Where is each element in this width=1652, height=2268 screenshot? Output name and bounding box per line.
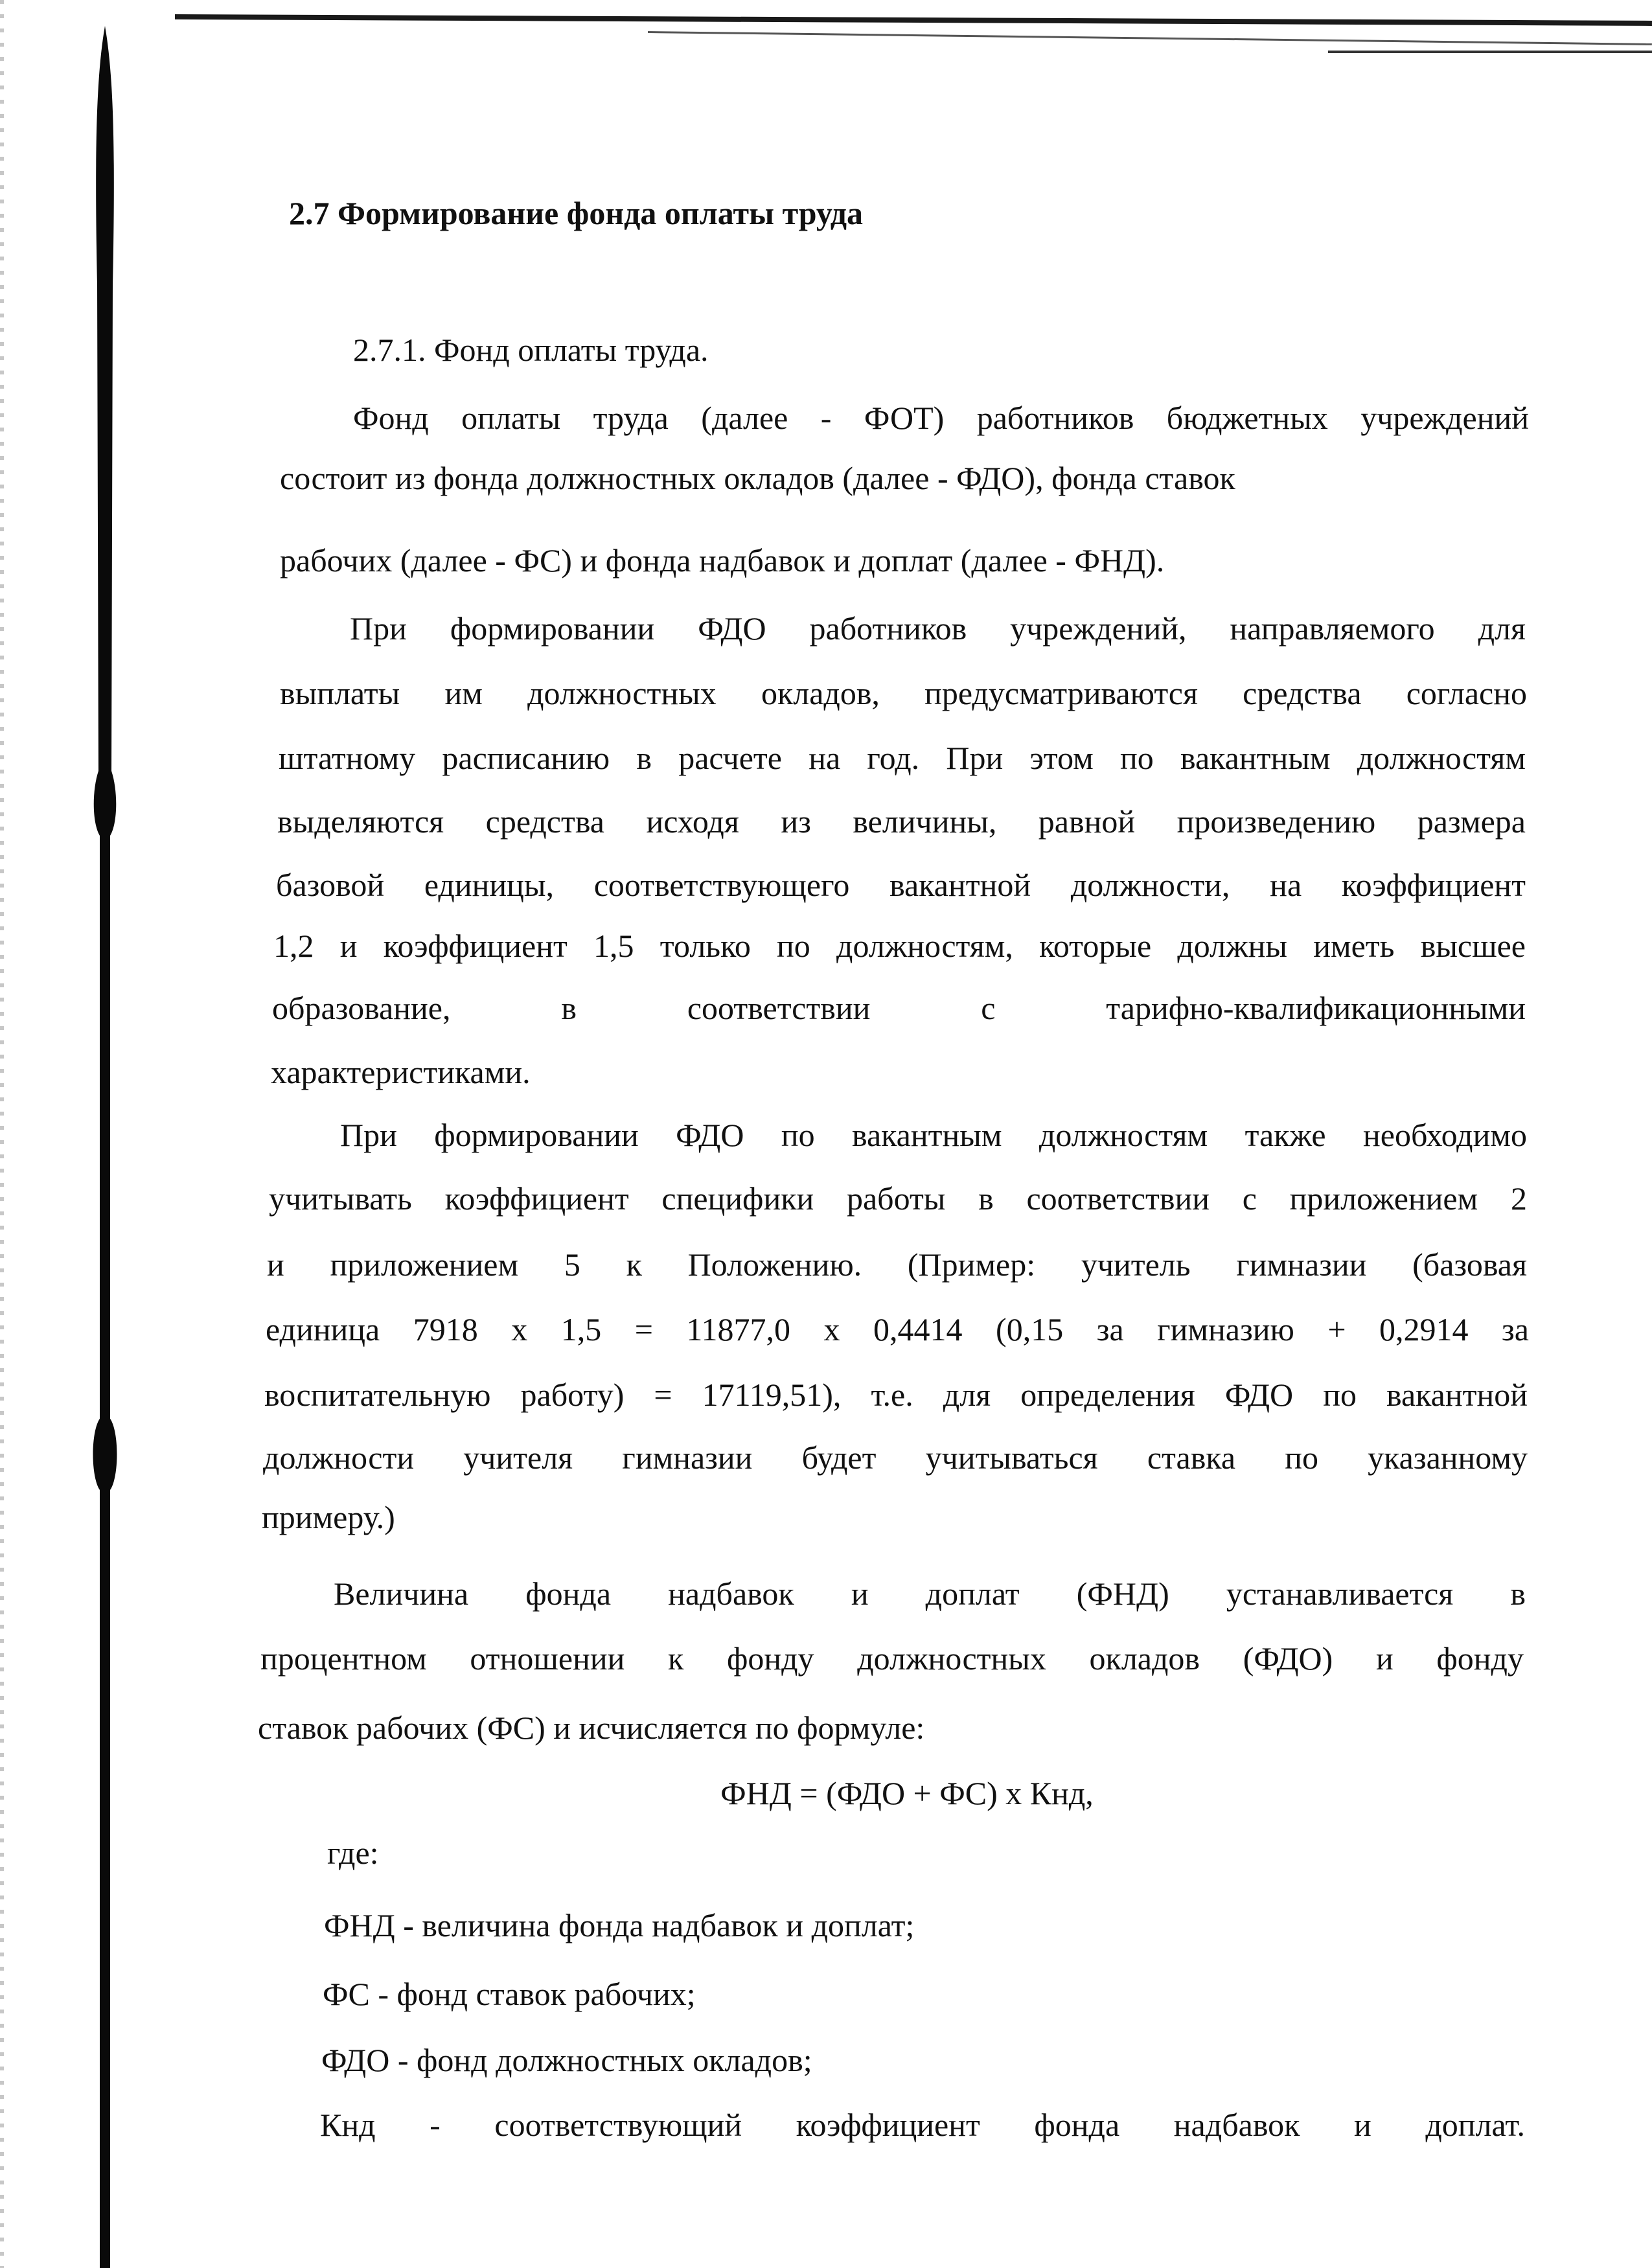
paragraph-line: учитывать коэффициент специфики работы в соответствии с приложением 2 xyxy=(269,1180,1527,1217)
paragraph-line: и приложением 5 к Положению. (Пример: учитель гимназии (базовая xyxy=(267,1246,1527,1283)
subsection-heading: 2.7.1. Фонд оплаты труда. xyxy=(353,332,709,368)
paragraph-line: воспитательную работу) = 17119,51), т.е. для определения ФДО по вакантной xyxy=(264,1377,1528,1413)
where-label: где: xyxy=(327,1835,379,1871)
paragraph-line: При формировании ФДО работников учреждений, направляемого для xyxy=(350,610,1526,647)
paragraph-line: выплаты им должностных окладов, предусматриваются средства согласно xyxy=(280,675,1527,711)
paragraph-line: образование, в соответствии с тарифно-квалификационными xyxy=(272,990,1526,1026)
paragraph-line: Фонд оплаты труда (далее - ФОТ) работников бюджетных учреждений xyxy=(353,400,1529,436)
paragraph-line: должности учителя гимназии будет учитываться ставка по указанному xyxy=(263,1439,1528,1476)
paragraph-line: характеристиками. xyxy=(271,1054,531,1090)
paragraph-line: выделяются средства исходя из величины, равной произведению размера xyxy=(277,803,1526,840)
definition-item: ФНД - величина фонда надбавок и доплат; xyxy=(324,1907,915,1943)
formula: ФНД = (ФДО + ФС) х Кнд, xyxy=(720,1775,1094,1811)
definition-item: ФС - фонд ставок рабочих; xyxy=(323,1976,696,2012)
section-heading: 2.7 Формирование фонда оплаты труда xyxy=(289,195,864,231)
paragraph-line: состоит из фонда должностных окладов (далее - ФДО), фонда ставок xyxy=(280,460,1235,496)
paragraph-line: штатному расписанию в расчете на год. При этом по вакантным должностям xyxy=(279,740,1526,776)
paragraph-line: процентном отношении к фонду должностных окладов (ФДО) и фонду xyxy=(260,1640,1524,1677)
paragraph-line: рабочих (далее - ФС) и фонда надбавок и доплат (далее - ФНД). xyxy=(280,542,1165,578)
paragraph-line: При формировании ФДО по вакантным должностям также необходимо xyxy=(340,1117,1527,1153)
definition-item: ФДО - фонд должностных окладов; xyxy=(321,2042,812,2078)
paragraph-line: ставок рабочих (ФС) и исчисляется по формуле: xyxy=(258,1710,925,1746)
definition-item: Кнд - соответствующий коэффициент фонда надбавок и доплат. xyxy=(320,2107,1525,2143)
paragraph-line: базовой единицы, соответствующего вакантной должности, на коэффициент xyxy=(276,867,1526,903)
paragraph-line: примеру.) xyxy=(262,1499,395,1535)
paragraph-line: Величина фонда надбавок и доплат (ФНД) устанавливается в xyxy=(334,1575,1526,1612)
paragraph-line: единица 7918 х 1,5 = 11877,0 х 0,4414 (0,15 за гимназию + 0,2914 за xyxy=(266,1311,1529,1347)
paragraph-line: 1,2 и коэффициент 1,5 только по должностям, которые должны иметь высшее xyxy=(273,928,1526,964)
